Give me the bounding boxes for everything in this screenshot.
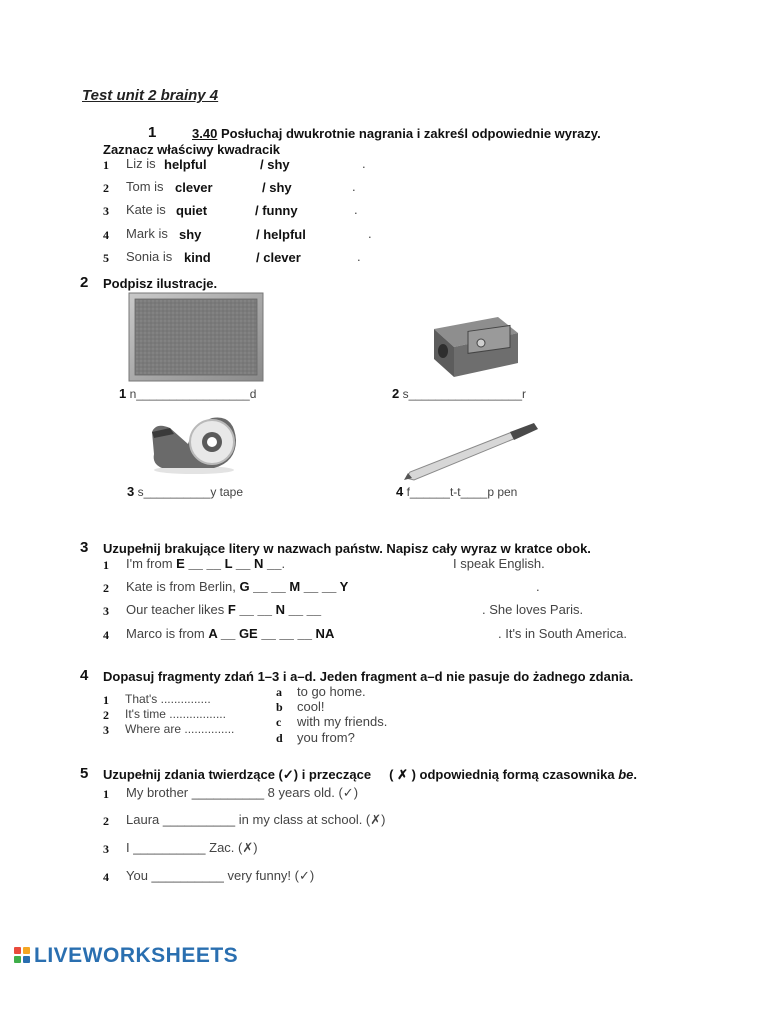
s3-item-2-number: 2 [103, 581, 109, 595]
liveworksheets-logo-icon [14, 947, 32, 965]
s1-item-1-option-b[interactable]: / shy [260, 157, 290, 172]
felt-tip-pen-image [402, 420, 542, 482]
section-2-instruction: Podpisz ilustracje. [103, 276, 218, 291]
s3-item-1-tail: I speak English. [453, 556, 545, 571]
s1-item-5-option-b[interactable]: / clever [256, 250, 301, 265]
section-4-number: 4 [80, 667, 89, 684]
s4-right-b-text[interactable]: cool! [297, 699, 325, 714]
s3-item-4-blank[interactable]: A __ GE __ __ __ NA [208, 626, 335, 641]
s1-item-2-end: . [352, 179, 356, 194]
caption-1-number: 1 [119, 386, 127, 401]
s3-item-4-lead: Marco is from [126, 626, 205, 641]
s4-left-2-number: 2 [103, 708, 109, 722]
caption-3-number: 3 [127, 484, 135, 499]
caption-3 [127, 484, 243, 499]
s1-item-4-option-b[interactable]: / helpful [256, 227, 306, 242]
s1-item-4-number: 4 [103, 228, 109, 242]
s1-item-2-option-b[interactable]: / shy [262, 180, 292, 195]
s3-item-3-lead: Our teacher likes [126, 602, 225, 617]
s3-item-3 [126, 602, 321, 617]
s1-item-1-number: 1 [103, 158, 109, 172]
s4-right-a-letter: a [276, 685, 282, 699]
s3-item-1-number: 1 [103, 558, 109, 572]
section-5-instruction-be: be [618, 767, 634, 782]
s3-item-2 [126, 579, 348, 594]
s4-right-b-letter: b [276, 700, 283, 714]
section-1-instruction [192, 126, 601, 141]
s1-item-5-end: . [357, 249, 361, 264]
s4-left-3-number: 3 [103, 723, 109, 737]
s3-item-4-tail: . It's in South America. [498, 626, 627, 641]
s3-item-1-blank[interactable]: E __ __ L __ N __ [176, 556, 282, 571]
caption-1-text[interactable]: n_________________d [129, 387, 257, 401]
s1-item-4-lead: Mark is [126, 226, 168, 241]
s5-item-3-text[interactable]: I __________ Zac. (✗) [126, 840, 258, 855]
section-3-instruction: Uzupełnij brakujące litery w nazwach państw. Napisz cały wyraz w kratce obok. [103, 541, 591, 556]
section-5-instruction-end: . [633, 767, 637, 782]
s3-item-4-number: 4 [103, 628, 109, 642]
section-5-instruction [103, 767, 637, 783]
s4-right-c-letter: c [276, 715, 282, 729]
s5-item-4-number: 4 [103, 870, 109, 884]
s4-right-d-text[interactable]: you from? [297, 730, 355, 745]
s1-item-3-end: . [354, 202, 358, 217]
liveworksheets-logo-text: LIVEWORKSHEETS [34, 944, 239, 967]
section-3-number: 3 [80, 539, 89, 556]
caption-2-text[interactable]: s_________________r [402, 387, 527, 401]
s4-right-c-text[interactable]: with my friends. [297, 714, 388, 729]
s1-item-5-lead: Sonia is [126, 249, 173, 264]
section-5-instruction-b: ( ✗ ) odpowiednią formą czasownika [389, 767, 615, 782]
caption-2 [392, 386, 526, 401]
s3-item-3-tail: . She loves Paris. [482, 602, 584, 617]
caption-4-text[interactable]: f______t-t____p pen [406, 485, 518, 499]
s1-item-5-number: 5 [103, 251, 109, 265]
s4-left-1-number: 1 [103, 693, 109, 707]
tape-dispenser-image [148, 404, 240, 476]
section-4-instruction: Dopasuj fragmenty zdań 1–3 i a–d. Jeden fragment a–d nie pasuje do żadnego zdania. [103, 669, 634, 684]
s1-item-4-end: . [368, 226, 372, 241]
s1-item-4-option-a[interactable]: shy [179, 227, 202, 242]
s3-item-3-blank[interactable]: F __ __ N __ __ [227, 602, 322, 617]
s3-item-2-blank[interactable]: G __ __ M __ __ Y [239, 579, 349, 594]
s3-item-1-lead: I'm from [126, 556, 173, 571]
s3-item-2-lead: Kate is from Berlin, [126, 579, 236, 594]
section-1-instruction-line1: Posłuchaj dwukrotnie nagrania i zakreśl odpowiednie wyrazy. [220, 126, 601, 141]
s1-item-3-lead: Kate is [126, 202, 166, 217]
s4-left-1-text: That's ............... [125, 692, 211, 706]
s4-left-2-text: It's time ................. [125, 707, 226, 721]
section-1-instruction-line2: Zaznacz właściwy kwadracik [103, 142, 281, 157]
s5-item-2-number: 2 [103, 814, 109, 828]
s4-left-3-text: Where are ............... [125, 722, 235, 736]
s1-item-3-option-a[interactable]: quiet [176, 203, 208, 218]
s3-item-3-number: 3 [103, 604, 109, 618]
sharpener-image [428, 307, 522, 379]
s1-item-1-lead: Liz is [126, 156, 156, 171]
s3-item-4 [126, 626, 334, 641]
s1-item-3-number: 3 [103, 204, 109, 218]
section-2-number: 2 [80, 274, 89, 291]
caption-3-text[interactable]: s__________y tape [137, 485, 244, 499]
s1-item-1-end: . [362, 156, 366, 171]
s1-item-3-option-b[interactable]: / funny [255, 203, 298, 218]
s5-item-1-number: 1 [103, 787, 109, 801]
s1-item-2-option-a[interactable]: clever [175, 180, 213, 195]
caption-2-number: 2 [392, 386, 400, 401]
s4-right-d-letter: d [276, 731, 283, 745]
section-5-instruction-a: Uzupełnij zdania twierdzące (✓) i przeczące [103, 767, 372, 782]
section-1-number: 1 [148, 124, 157, 141]
s3-item-2-tail: . [536, 579, 540, 594]
s5-item-3-number: 3 [103, 842, 109, 856]
s1-item-5-option-a[interactable]: kind [184, 250, 211, 265]
s5-item-1-text[interactable]: My brother __________ 8 years old. (✓) [126, 785, 359, 800]
s3-item-1 [126, 556, 285, 571]
track-number: 3.40 [192, 126, 218, 141]
section-5-number: 5 [80, 765, 89, 782]
s5-item-4-text[interactable]: You __________ very funny! (✓) [126, 868, 315, 883]
s1-item-1-option-a[interactable]: helpful [164, 157, 207, 172]
noticeboard-image [128, 292, 264, 382]
caption-4 [396, 484, 517, 499]
s3-item-1-end: . [281, 556, 286, 571]
caption-4-number: 4 [396, 484, 404, 499]
caption-1 [119, 386, 256, 401]
s1-item-2-number: 2 [103, 181, 109, 195]
s1-item-2-lead: Tom is [126, 179, 164, 194]
liveworksheets-logo[interactable] [14, 944, 238, 968]
s4-right-a-text[interactable]: to go home. [297, 684, 366, 699]
s5-item-2-text[interactable]: Laura __________ in my class at school. (✗) [126, 812, 386, 827]
worksheet-title: Test unit 2 brainy 4 [82, 87, 219, 104]
